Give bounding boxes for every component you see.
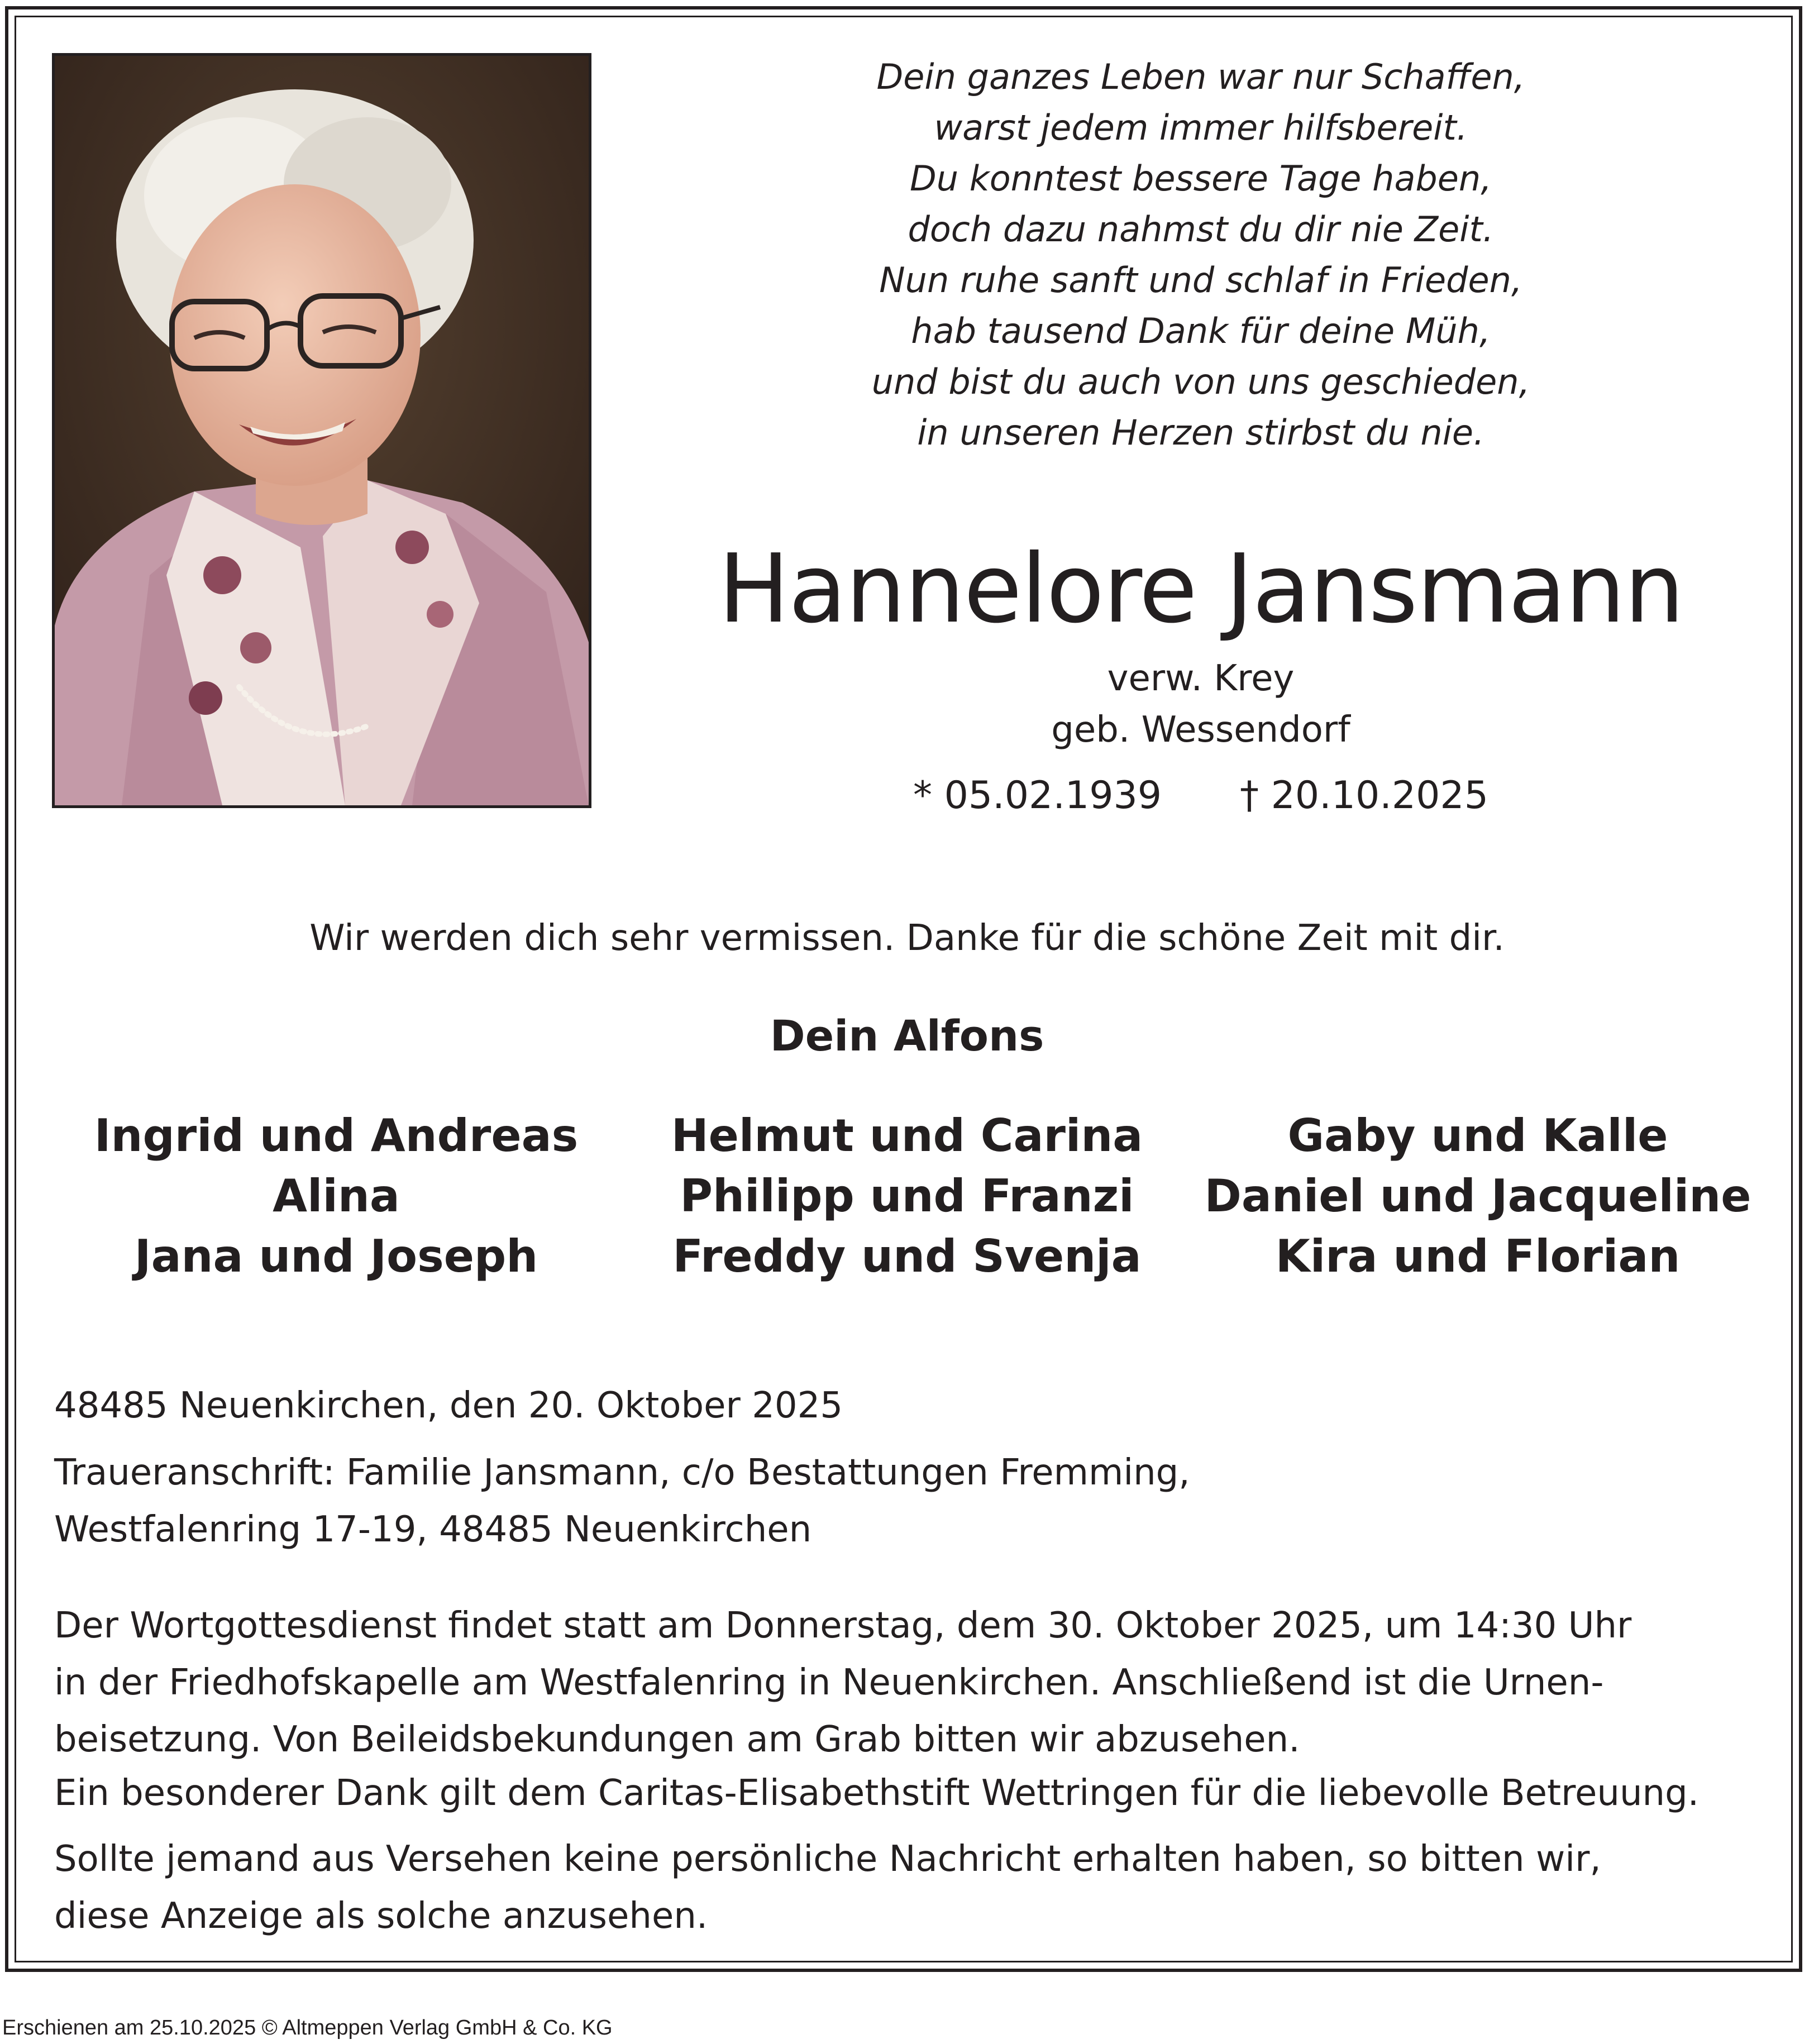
poem-line: warst jedem immer hilfsbereit. — [934, 107, 1468, 148]
poem — [665, 51, 1737, 458]
poem-line: Nun ruhe sanft und schlaf in Frieden, — [879, 260, 1522, 300]
poem-line: hab tausend Dank für deine Müh, — [911, 311, 1491, 351]
poem-line: Du konntest bessere Tage haben, — [910, 158, 1492, 199]
notice-line: Sollte jemand aus Versehen keine persönliche Nachricht erhalten haben, so bitten wir, — [54, 1838, 1601, 1880]
service-details — [54, 1597, 1758, 1768]
notice-note — [54, 1831, 1758, 1945]
poem-line: und bist du auch von uns geschieden, — [871, 361, 1530, 402]
service-line: in der Friedhofskapelle am Westfalenring in Neuenkirchen. Anschließend ist die Urnen- — [54, 1662, 1604, 1703]
family-column-2 — [628, 1106, 1186, 1287]
family-entry: Alina — [273, 1170, 400, 1222]
life-dates — [665, 768, 1737, 824]
poem-line: in unseren Herzen stirbst du nie. — [917, 412, 1484, 453]
family-entry: Philipp und Franzi — [680, 1170, 1134, 1222]
birth-date: * 05.02.1939 — [913, 773, 1162, 818]
notice-line: diese Anzeige als solche anzusehen. — [54, 1895, 708, 1937]
service-line: Der Wortgottesdienst findet statt am Donnerstag, dem 30. Oktober 2025, um 14:30 Uhr — [54, 1605, 1632, 1646]
signer-name: Dein Alfons — [770, 1011, 1044, 1061]
portrait-illustration — [55, 56, 589, 805]
family-column-1 — [57, 1106, 615, 1287]
place-date — [54, 1377, 1758, 1434]
family-entry: Kira und Florian — [1275, 1230, 1681, 1282]
mourning-address — [54, 1444, 1758, 1558]
poem-line: doch dazu nahmst du dir nie Zeit. — [908, 209, 1494, 250]
family-entry: Ingrid und Andreas — [94, 1110, 579, 1162]
family-entry: Jana und Joseph — [134, 1230, 538, 1282]
deceased-name: Hannelore Jansmann — [718, 534, 1683, 644]
family-entry: Daniel und Jacqueline — [1204, 1170, 1751, 1222]
family-entry: Freddy und Svenja — [672, 1230, 1142, 1282]
widowed-name: verw. Krey — [1107, 658, 1295, 699]
birth-name: geb. Wessendorf — [1051, 709, 1350, 751]
publication-footer: Erschienen am 25.10.2025 © Altmeppen Verlag GmbH & Co. KG — [2, 2016, 613, 2040]
portrait-photo — [52, 53, 591, 808]
family-column-3 — [1199, 1106, 1757, 1287]
address-line: Traueranschrift: Familie Jansmann, c/o Bestattungen Fremming, — [54, 1452, 1190, 1493]
service-line: beisetzung. Von Beileidsbekundungen am Grab bitten wir abzusehen. — [54, 1719, 1300, 1760]
poem-line: Dein ganzes Leben war nur Schaffen, — [876, 56, 1525, 97]
family-entry: Helmut und Carina — [671, 1110, 1143, 1162]
death-date: † 20.10.2025 — [1240, 773, 1488, 818]
address-line: Westfalenring 17-19, 48485 Neuenkirchen — [54, 1509, 812, 1550]
thanks-note — [54, 1765, 1758, 1822]
place-date-text: 48485 Neuenkirchen, den 20. Oktober 2025 — [54, 1385, 843, 1426]
thanks-line: Ein besonderer Dank gilt dem Caritas-Elisabethstift Wettringen für die liebevolle Betreuung. — [54, 1773, 1700, 1814]
family-entry: Gaby und Kalle — [1287, 1110, 1668, 1162]
farewell-line: Wir werden dich sehr vermissen. Danke für die schöne Zeit mit dir. — [309, 918, 1505, 959]
